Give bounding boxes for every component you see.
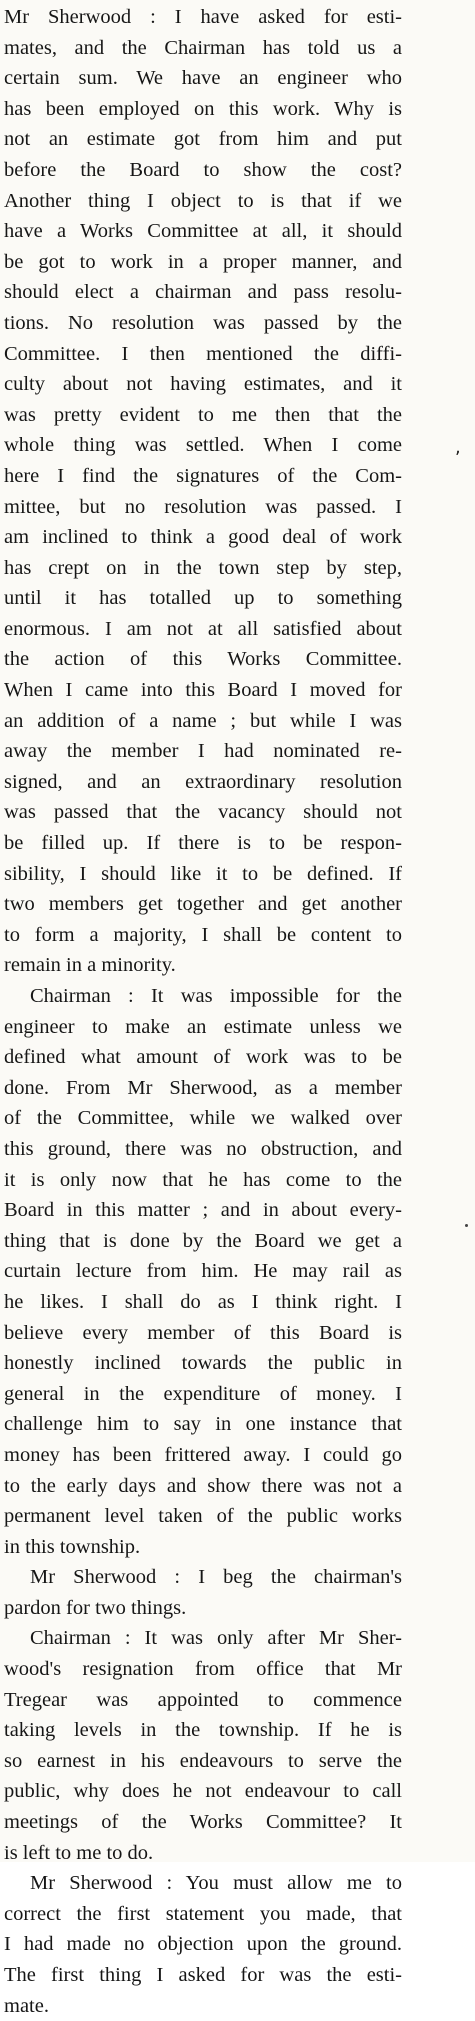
text-line: certain sum. We have an engineer who xyxy=(4,67,402,90)
text-line: curtain lecture from him. He may rail as xyxy=(4,1260,402,1283)
text-line: has crept on in the town step by step, xyxy=(4,556,402,579)
text-line: defined what amount of work was to be xyxy=(4,1046,402,1069)
text-line: permanent level taken of the public works xyxy=(4,1505,402,1528)
text-line: public, why does he not endeavour to call xyxy=(4,1780,402,1803)
text-line: honestly inclined towards the public in xyxy=(4,1352,402,1375)
text-line: thing that is done by the Board we get a xyxy=(4,1229,402,1252)
text-line: enormous. I am not at all satisfied about xyxy=(4,617,402,640)
text-line: he likes. I shall do as I think right. I xyxy=(4,1290,402,1313)
ink-speck-dot xyxy=(465,1224,468,1227)
text-line: until it has totalled up to something xyxy=(4,587,402,610)
text-line: signed, and an extraordinary resolution xyxy=(4,770,402,793)
text-line: to the early days and show there was not a xyxy=(4,1474,402,1497)
text-line: should elect a chairman and pass resolu- xyxy=(4,281,402,304)
text-line: taking levels in the township. If he is xyxy=(4,1719,402,1742)
text-line: pardon for two things. xyxy=(4,1596,187,1619)
text-line: whole thing was settled. When I come xyxy=(4,434,402,457)
text-line: Mr Sherwood : You must allow me to xyxy=(30,1872,402,1895)
text-line: money has been frittered away. I could go xyxy=(4,1443,402,1466)
text-line: sibility, I should like it to be defined. If xyxy=(4,862,402,885)
text-line: mates, and the Chairman has told us a xyxy=(4,36,402,59)
text-line: Another thing I object to is that if we xyxy=(4,189,402,212)
text-line: challenge him to say in one instance that xyxy=(4,1413,402,1436)
text-line: wood's resignation from office that Mr xyxy=(4,1658,402,1681)
text-line: be got to work in a proper manner, and xyxy=(4,250,402,273)
text-line: believe every member of this Board is xyxy=(4,1321,402,1344)
text-line: Board in this matter ; and in about every- xyxy=(4,1199,402,1222)
text-line: engineer to make an estimate unless we xyxy=(4,1015,402,1038)
text-line: be filled up. If there is to be respon- xyxy=(4,832,402,855)
text-line: general in the expenditure of money. I xyxy=(4,1382,402,1405)
text-line: correct the first statement you made, that xyxy=(4,1902,402,1925)
text-line: is left to me to do. xyxy=(4,1841,154,1864)
text-line: Chairman : It was impossible for the xyxy=(30,985,402,1007)
text-line: it is only now that he has come to the xyxy=(4,1168,402,1191)
text-line: to form a majority, I shall be content to xyxy=(4,923,402,946)
text-line: tions. No resolution was passed by the xyxy=(4,311,402,334)
article-column xyxy=(4,2,402,2021)
text-line: an addition of a name ; but while I was xyxy=(4,709,402,732)
text-line: away the member I had nominated re- xyxy=(4,740,402,763)
text-line: so earnest in his endeavours to serve the xyxy=(4,1749,402,1772)
text-line: am inclined to think a good deal of work xyxy=(4,526,402,549)
text-line: the action of this Works Committee. xyxy=(4,648,402,671)
text-line: was passed that the vacancy should not xyxy=(4,801,402,824)
text-line: in this township. xyxy=(4,1535,141,1558)
text-line: of the Committee, while we walked over xyxy=(4,1107,402,1130)
text-line: done. From Mr Sherwood, as a member xyxy=(4,1076,402,1099)
text-line: culty about not having estimates, and it xyxy=(4,373,402,396)
text-line: Mr Sherwood : I beg the chairman's xyxy=(30,1566,402,1589)
text-line: The first thing I asked for was the esti- xyxy=(4,1964,402,1986)
text-line: Chairman : It was only after Mr Sher- xyxy=(30,1627,402,1650)
text-line: not an estimate got from him and put xyxy=(4,128,402,151)
text-line: I had made no objection upon the ground. xyxy=(4,1933,402,1956)
text-line: When I came into this Board I moved for xyxy=(4,679,402,702)
text-line: mittee, but no resolution was passed. I xyxy=(4,495,402,518)
text-line: remain in a minority. xyxy=(4,954,176,977)
text-line: this ground, there was no obstruction, and xyxy=(4,1137,402,1160)
text-line: has been employed on this work. Why is xyxy=(4,97,402,120)
text-line: two members get together and get another xyxy=(4,893,402,916)
text-line: before the Board to show the cost? xyxy=(4,158,402,181)
ink-speck-mark: , xyxy=(455,437,461,458)
text-line: here I find the signatures of the Com- xyxy=(4,464,402,487)
text-line: was pretty evident to me then that the xyxy=(4,403,402,426)
text-line: have a Works Committee at all, it should xyxy=(4,220,402,243)
text-line: Tregear was appointed to commence xyxy=(4,1688,402,1711)
text-line: Committee. I then mentioned the diffi- xyxy=(4,342,402,365)
text-line: Mr Sherwood : I have asked for esti- xyxy=(4,6,402,28)
text-line: meetings of the Works Committee? It xyxy=(4,1811,402,1834)
text-line: mate. xyxy=(4,1994,49,2017)
